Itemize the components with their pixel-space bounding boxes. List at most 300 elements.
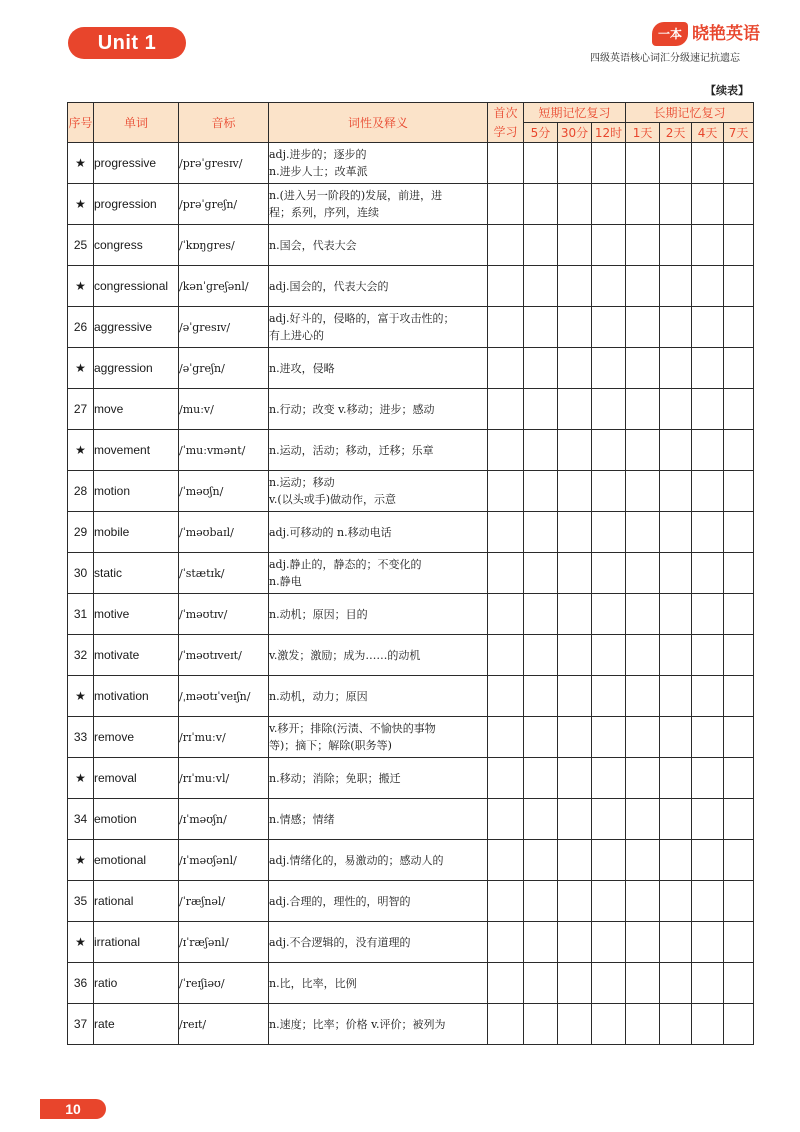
- check-1d[interactable]: [626, 840, 660, 881]
- row-index: 28: [68, 471, 94, 512]
- check-5min[interactable]: [524, 676, 558, 717]
- check-7d[interactable]: [724, 553, 754, 594]
- check-1d[interactable]: [626, 225, 660, 266]
- check-30min[interactable]: [558, 717, 592, 758]
- check-4d[interactable]: [692, 348, 724, 389]
- row-index: 34: [68, 799, 94, 840]
- check-first-study[interactable]: [488, 758, 524, 799]
- check-4d[interactable]: [692, 471, 724, 512]
- meaning-line: n.国会，代表大会: [269, 238, 357, 252]
- meaning-line: n.动机，动力；原因: [269, 689, 368, 703]
- check-30min[interactable]: [558, 840, 592, 881]
- check-first-study[interactable]: [488, 512, 524, 553]
- check-12h[interactable]: [592, 676, 626, 717]
- check-7d[interactable]: [724, 635, 754, 676]
- check-30min[interactable]: [558, 922, 592, 963]
- check-12h[interactable]: [592, 143, 626, 184]
- row-phonetic: /ˈmuːvmənt/: [179, 430, 269, 471]
- check-4d[interactable]: [692, 389, 724, 430]
- check-2d[interactable]: [660, 1004, 692, 1045]
- check-5min[interactable]: [524, 717, 558, 758]
- check-7d[interactable]: [724, 840, 754, 881]
- check-2d[interactable]: [660, 143, 692, 184]
- row-phonetic: /rɪˈmuːvl/: [179, 758, 269, 799]
- check-1d[interactable]: [626, 799, 660, 840]
- check-30min[interactable]: [558, 1004, 592, 1045]
- check-first-study[interactable]: [488, 389, 524, 430]
- row-phonetic: /rɪˈmuːv/: [179, 717, 269, 758]
- meaning-line: 程；系列，序列，连续: [269, 206, 379, 219]
- row-index: 37: [68, 1004, 94, 1045]
- meaning-line: adj.进步的；逐步的: [269, 148, 367, 161]
- check-2d[interactable]: [660, 676, 692, 717]
- check-12h[interactable]: [592, 471, 626, 512]
- check-first-study[interactable]: [488, 594, 524, 635]
- row-meaning: [269, 881, 488, 922]
- check-2d[interactable]: [660, 225, 692, 266]
- check-7d[interactable]: [724, 307, 754, 348]
- check-1d[interactable]: [626, 430, 660, 471]
- header-meaning: 词性及释义: [269, 103, 488, 143]
- row-word: motive: [94, 594, 179, 635]
- row-meaning: [269, 266, 488, 307]
- check-7d[interactable]: [724, 1004, 754, 1045]
- check-4d[interactable]: [692, 184, 724, 225]
- row-phonetic: /ɪˈræʃənl/: [179, 922, 269, 963]
- check-30min[interactable]: [558, 389, 592, 430]
- check-4d[interactable]: [692, 307, 724, 348]
- table-row: [68, 143, 754, 184]
- check-1d[interactable]: [626, 717, 660, 758]
- table-row: [68, 758, 754, 799]
- check-5min[interactable]: [524, 594, 558, 635]
- page-number: 10: [40, 1099, 106, 1119]
- header-interval-2d: 2天: [660, 123, 692, 143]
- check-7d[interactable]: [724, 799, 754, 840]
- check-12h[interactable]: [592, 553, 626, 594]
- check-2d[interactable]: [660, 471, 692, 512]
- row-index: ★: [68, 266, 94, 307]
- check-12h[interactable]: [592, 307, 626, 348]
- check-5min[interactable]: [524, 225, 558, 266]
- check-5min[interactable]: [524, 1004, 558, 1045]
- check-first-study[interactable]: [488, 553, 524, 594]
- meaning-line: n.(进入另一阶段的)发展，前进，进: [269, 189, 443, 202]
- check-12h[interactable]: [592, 717, 626, 758]
- meaning-line: n.运动；移动: [269, 476, 335, 489]
- header-interval-30min: 30分: [558, 123, 592, 143]
- row-word: aggression: [94, 348, 179, 389]
- check-1d[interactable]: [626, 307, 660, 348]
- check-12h[interactable]: [592, 512, 626, 553]
- check-1d[interactable]: [626, 184, 660, 225]
- row-phonetic: /prəˈgresɪv/: [179, 143, 269, 184]
- check-7d[interactable]: [724, 471, 754, 512]
- meaning-line: n.进步人士；改革派: [269, 165, 368, 178]
- row-word: motivation: [94, 676, 179, 717]
- check-5min[interactable]: [524, 512, 558, 553]
- brand-name: 晓艳英语: [692, 24, 760, 44]
- row-index: ★: [68, 676, 94, 717]
- check-1d[interactable]: [626, 553, 660, 594]
- check-30min[interactable]: [558, 799, 592, 840]
- check-2d[interactable]: [660, 348, 692, 389]
- check-1d[interactable]: [626, 389, 660, 430]
- row-meaning: [269, 594, 488, 635]
- check-12h[interactable]: [592, 1004, 626, 1045]
- table-row: [68, 266, 754, 307]
- check-30min[interactable]: [558, 225, 592, 266]
- check-7d[interactable]: [724, 881, 754, 922]
- row-index: 27: [68, 389, 94, 430]
- row-word: progressive: [94, 143, 179, 184]
- check-12h[interactable]: [592, 594, 626, 635]
- meaning-line: n.运动，活动；移动，迁移；乐章: [269, 443, 434, 457]
- row-index: ★: [68, 922, 94, 963]
- check-5min[interactable]: [524, 266, 558, 307]
- check-1d[interactable]: [626, 758, 660, 799]
- row-meaning: [269, 471, 488, 512]
- brand-subtitle: 四级英语核心词汇分级速记抗遗忘: [590, 53, 740, 64]
- meaning-line: v.移开；排除(污渍、不愉快的事物: [269, 722, 436, 735]
- check-7d[interactable]: [724, 922, 754, 963]
- check-4d[interactable]: [692, 225, 724, 266]
- row-word: ratio: [94, 963, 179, 1004]
- check-5min[interactable]: [524, 758, 558, 799]
- row-word: rate: [94, 1004, 179, 1045]
- table-row: [68, 430, 754, 471]
- table-row: [68, 389, 754, 430]
- meaning-line: adj.情绪化的，易激动的；感动人的: [269, 853, 444, 867]
- check-5min[interactable]: [524, 922, 558, 963]
- check-12h[interactable]: [592, 184, 626, 225]
- check-7d[interactable]: [724, 430, 754, 471]
- check-12h[interactable]: [592, 799, 626, 840]
- check-30min[interactable]: [558, 184, 592, 225]
- row-phonetic: /reɪt/: [179, 1004, 269, 1045]
- check-4d[interactable]: [692, 758, 724, 799]
- check-1d[interactable]: [626, 266, 660, 307]
- check-first-study[interactable]: [488, 430, 524, 471]
- check-5min[interactable]: [524, 430, 558, 471]
- check-1d[interactable]: [626, 881, 660, 922]
- row-word: mobile: [94, 512, 179, 553]
- check-1d[interactable]: [626, 348, 660, 389]
- check-first-study[interactable]: [488, 348, 524, 389]
- check-1d[interactable]: [626, 594, 660, 635]
- row-word: congress: [94, 225, 179, 266]
- row-word: move: [94, 389, 179, 430]
- check-5min[interactable]: [524, 184, 558, 225]
- check-1d[interactable]: [626, 922, 660, 963]
- check-1d[interactable]: [626, 1004, 660, 1045]
- check-first-study[interactable]: [488, 963, 524, 1004]
- unit-title: Unit 1: [68, 27, 186, 59]
- check-4d[interactable]: [692, 676, 724, 717]
- check-4d[interactable]: [692, 635, 724, 676]
- check-5min[interactable]: [524, 348, 558, 389]
- check-5min[interactable]: [524, 471, 558, 512]
- check-1d[interactable]: [626, 143, 660, 184]
- row-phonetic: /ˈkɒŋgres/: [179, 225, 269, 266]
- row-index: 33: [68, 717, 94, 758]
- check-4d[interactable]: [692, 799, 724, 840]
- check-first-study[interactable]: [488, 799, 524, 840]
- meaning-line: 等)；摘下；解除(职务等): [269, 739, 392, 752]
- table-row: [68, 799, 754, 840]
- check-12h[interactable]: [592, 881, 626, 922]
- table-row: [68, 594, 754, 635]
- check-first-study[interactable]: [488, 225, 524, 266]
- row-index: ★: [68, 348, 94, 389]
- check-first-study[interactable]: [488, 1004, 524, 1045]
- row-phonetic: /ɪˈməʊʃn/: [179, 799, 269, 840]
- row-phonetic: /muːv/: [179, 389, 269, 430]
- row-index: 29: [68, 512, 94, 553]
- check-2d[interactable]: [660, 307, 692, 348]
- row-word: rational: [94, 881, 179, 922]
- row-meaning: [269, 184, 488, 225]
- meaning-line: 有上进心的: [269, 329, 324, 342]
- row-index: ★: [68, 184, 94, 225]
- check-30min[interactable]: [558, 143, 592, 184]
- check-4d[interactable]: [692, 840, 724, 881]
- row-index: ★: [68, 143, 94, 184]
- check-2d[interactable]: [660, 553, 692, 594]
- table-row: [68, 881, 754, 922]
- check-5min[interactable]: [524, 840, 558, 881]
- check-4d[interactable]: [692, 881, 724, 922]
- check-30min[interactable]: [558, 430, 592, 471]
- check-12h[interactable]: [592, 635, 626, 676]
- row-phonetic: /əˈgreʃn/: [179, 348, 269, 389]
- check-30min[interactable]: [558, 963, 592, 1004]
- header-word: 单词: [94, 103, 179, 143]
- table-row: [68, 1004, 754, 1045]
- check-first-study[interactable]: [488, 266, 524, 307]
- check-7d[interactable]: [724, 758, 754, 799]
- check-7d[interactable]: [724, 143, 754, 184]
- check-30min[interactable]: [558, 471, 592, 512]
- row-meaning: [269, 1004, 488, 1045]
- row-meaning: [269, 635, 488, 676]
- row-word: progression: [94, 184, 179, 225]
- check-12h[interactable]: [592, 922, 626, 963]
- check-first-study[interactable]: [488, 881, 524, 922]
- check-4d[interactable]: [692, 922, 724, 963]
- check-first-study[interactable]: [488, 676, 524, 717]
- row-phonetic: /prəˈgreʃn/: [179, 184, 269, 225]
- check-12h[interactable]: [592, 389, 626, 430]
- check-first-study[interactable]: [488, 922, 524, 963]
- check-7d[interactable]: [724, 717, 754, 758]
- row-meaning: [269, 799, 488, 840]
- check-4d[interactable]: [692, 512, 724, 553]
- table-row: [68, 963, 754, 1004]
- row-index: 36: [68, 963, 94, 1004]
- check-5min[interactable]: [524, 963, 558, 1004]
- check-1d[interactable]: [626, 635, 660, 676]
- check-first-study[interactable]: [488, 184, 524, 225]
- check-30min[interactable]: [558, 348, 592, 389]
- check-12h[interactable]: [592, 348, 626, 389]
- check-4d[interactable]: [692, 963, 724, 1004]
- table-row: [68, 717, 754, 758]
- check-7d[interactable]: [724, 184, 754, 225]
- check-7d[interactable]: [724, 389, 754, 430]
- check-30min[interactable]: [558, 512, 592, 553]
- row-word: motion: [94, 471, 179, 512]
- row-index: 30: [68, 553, 94, 594]
- check-7d[interactable]: [724, 225, 754, 266]
- check-1d[interactable]: [626, 512, 660, 553]
- table-row: [68, 635, 754, 676]
- row-index: 26: [68, 307, 94, 348]
- check-4d[interactable]: [692, 430, 724, 471]
- check-4d[interactable]: [692, 594, 724, 635]
- check-5min[interactable]: [524, 881, 558, 922]
- row-word: congressional: [94, 266, 179, 307]
- row-phonetic: /ˈməʊbaɪl/: [179, 512, 269, 553]
- check-7d[interactable]: [724, 594, 754, 635]
- check-12h[interactable]: [592, 758, 626, 799]
- check-5min[interactable]: [524, 635, 558, 676]
- row-phonetic: /əˈgresɪv/: [179, 307, 269, 348]
- check-12h[interactable]: [592, 225, 626, 266]
- check-30min[interactable]: [558, 676, 592, 717]
- check-5min[interactable]: [524, 389, 558, 430]
- check-4d[interactable]: [692, 143, 724, 184]
- check-7d[interactable]: [724, 348, 754, 389]
- check-30min[interactable]: [558, 635, 592, 676]
- meaning-line: v.(以头或手)做动作，示意: [269, 493, 396, 506]
- check-first-study[interactable]: [488, 717, 524, 758]
- row-meaning: [269, 430, 488, 471]
- check-30min[interactable]: [558, 881, 592, 922]
- check-7d[interactable]: [724, 676, 754, 717]
- meaning-line: n.移动；消除；免职；搬迁: [269, 771, 401, 785]
- row-phonetic: /ˈməʊtɪv/: [179, 594, 269, 635]
- table-row: [68, 471, 754, 512]
- meaning-line: n.行动；改变 v.移动；进步；感动: [269, 402, 435, 416]
- table-row: [68, 225, 754, 266]
- check-12h[interactable]: [592, 266, 626, 307]
- check-7d[interactable]: [724, 512, 754, 553]
- meaning-line: n.动机；原因；目的: [269, 607, 368, 621]
- row-meaning: [269, 963, 488, 1004]
- check-5min[interactable]: [524, 553, 558, 594]
- check-5min[interactable]: [524, 307, 558, 348]
- check-2d[interactable]: [660, 266, 692, 307]
- row-index: 31: [68, 594, 94, 635]
- meaning-line: adj.国会的，代表大会的: [269, 279, 389, 293]
- header-first-study: 首次学习: [488, 103, 524, 143]
- row-phonetic: /kənˈgreʃənl/: [179, 266, 269, 307]
- check-1d[interactable]: [626, 963, 660, 1004]
- check-4d[interactable]: [692, 553, 724, 594]
- check-2d[interactable]: [660, 840, 692, 881]
- check-5min[interactable]: [524, 799, 558, 840]
- check-30min[interactable]: [558, 594, 592, 635]
- check-7d[interactable]: [724, 266, 754, 307]
- check-30min[interactable]: [558, 307, 592, 348]
- check-first-study[interactable]: [488, 143, 524, 184]
- check-2d[interactable]: [660, 758, 692, 799]
- meaning-line: n.静电: [269, 575, 302, 588]
- check-1d[interactable]: [626, 471, 660, 512]
- row-phonetic: /ˈməʊʃn/: [179, 471, 269, 512]
- check-2d[interactable]: [660, 430, 692, 471]
- row-word: remove: [94, 717, 179, 758]
- row-meaning: [269, 717, 488, 758]
- check-12h[interactable]: [592, 430, 626, 471]
- table-row: [68, 184, 754, 225]
- check-first-study[interactable]: [488, 840, 524, 881]
- meaning-line: adj.不合逻辑的，没有道理的: [269, 935, 411, 949]
- check-5min[interactable]: [524, 143, 558, 184]
- check-12h[interactable]: [592, 840, 626, 881]
- meaning-line: adj.合理的，理性的，明智的: [269, 894, 411, 908]
- check-2d[interactable]: [660, 635, 692, 676]
- check-4d[interactable]: [692, 266, 724, 307]
- check-2d[interactable]: [660, 963, 692, 1004]
- row-meaning: [269, 512, 488, 553]
- header-interval-1d: 1天: [626, 123, 660, 143]
- row-word: irrational: [94, 922, 179, 963]
- row-meaning: [269, 758, 488, 799]
- check-first-study[interactable]: [488, 471, 524, 512]
- check-4d[interactable]: [692, 717, 724, 758]
- header-index: 序号: [68, 103, 94, 143]
- row-meaning: [269, 348, 488, 389]
- check-first-study[interactable]: [488, 307, 524, 348]
- vocab-table-body: [68, 143, 754, 1045]
- check-2d[interactable]: [660, 512, 692, 553]
- table-row: [68, 348, 754, 389]
- meaning-line: adj.可移动的 n.移动电话: [269, 525, 392, 539]
- table-row: [68, 553, 754, 594]
- check-2d[interactable]: [660, 389, 692, 430]
- row-word: removal: [94, 758, 179, 799]
- meaning-line: n.速度；比率；价格 v.评价；被列为: [269, 1017, 446, 1031]
- check-2d[interactable]: [660, 184, 692, 225]
- check-4d[interactable]: [692, 1004, 724, 1045]
- row-meaning: [269, 922, 488, 963]
- row-index: 32: [68, 635, 94, 676]
- check-first-study[interactable]: [488, 635, 524, 676]
- meaning-line: n.进攻，侵略: [269, 361, 335, 375]
- row-phonetic: /ˈstætɪk/: [179, 553, 269, 594]
- check-12h[interactable]: [592, 963, 626, 1004]
- meaning-line: n.比，比率，比例: [269, 976, 357, 990]
- check-2d[interactable]: [660, 922, 692, 963]
- check-2d[interactable]: [660, 799, 692, 840]
- header-interval-12h: 12时: [592, 123, 626, 143]
- check-2d[interactable]: [660, 881, 692, 922]
- check-1d[interactable]: [626, 676, 660, 717]
- header-short-term: 短期记忆复习: [524, 103, 626, 123]
- check-30min[interactable]: [558, 553, 592, 594]
- check-30min[interactable]: [558, 266, 592, 307]
- header-interval-4d: 4天: [692, 123, 724, 143]
- table-row: [68, 512, 754, 553]
- check-7d[interactable]: [724, 963, 754, 1004]
- check-2d[interactable]: [660, 717, 692, 758]
- row-meaning: [269, 553, 488, 594]
- check-30min[interactable]: [558, 758, 592, 799]
- meaning-line: adj.静止的，静态的；不变化的: [269, 558, 422, 571]
- check-2d[interactable]: [660, 594, 692, 635]
